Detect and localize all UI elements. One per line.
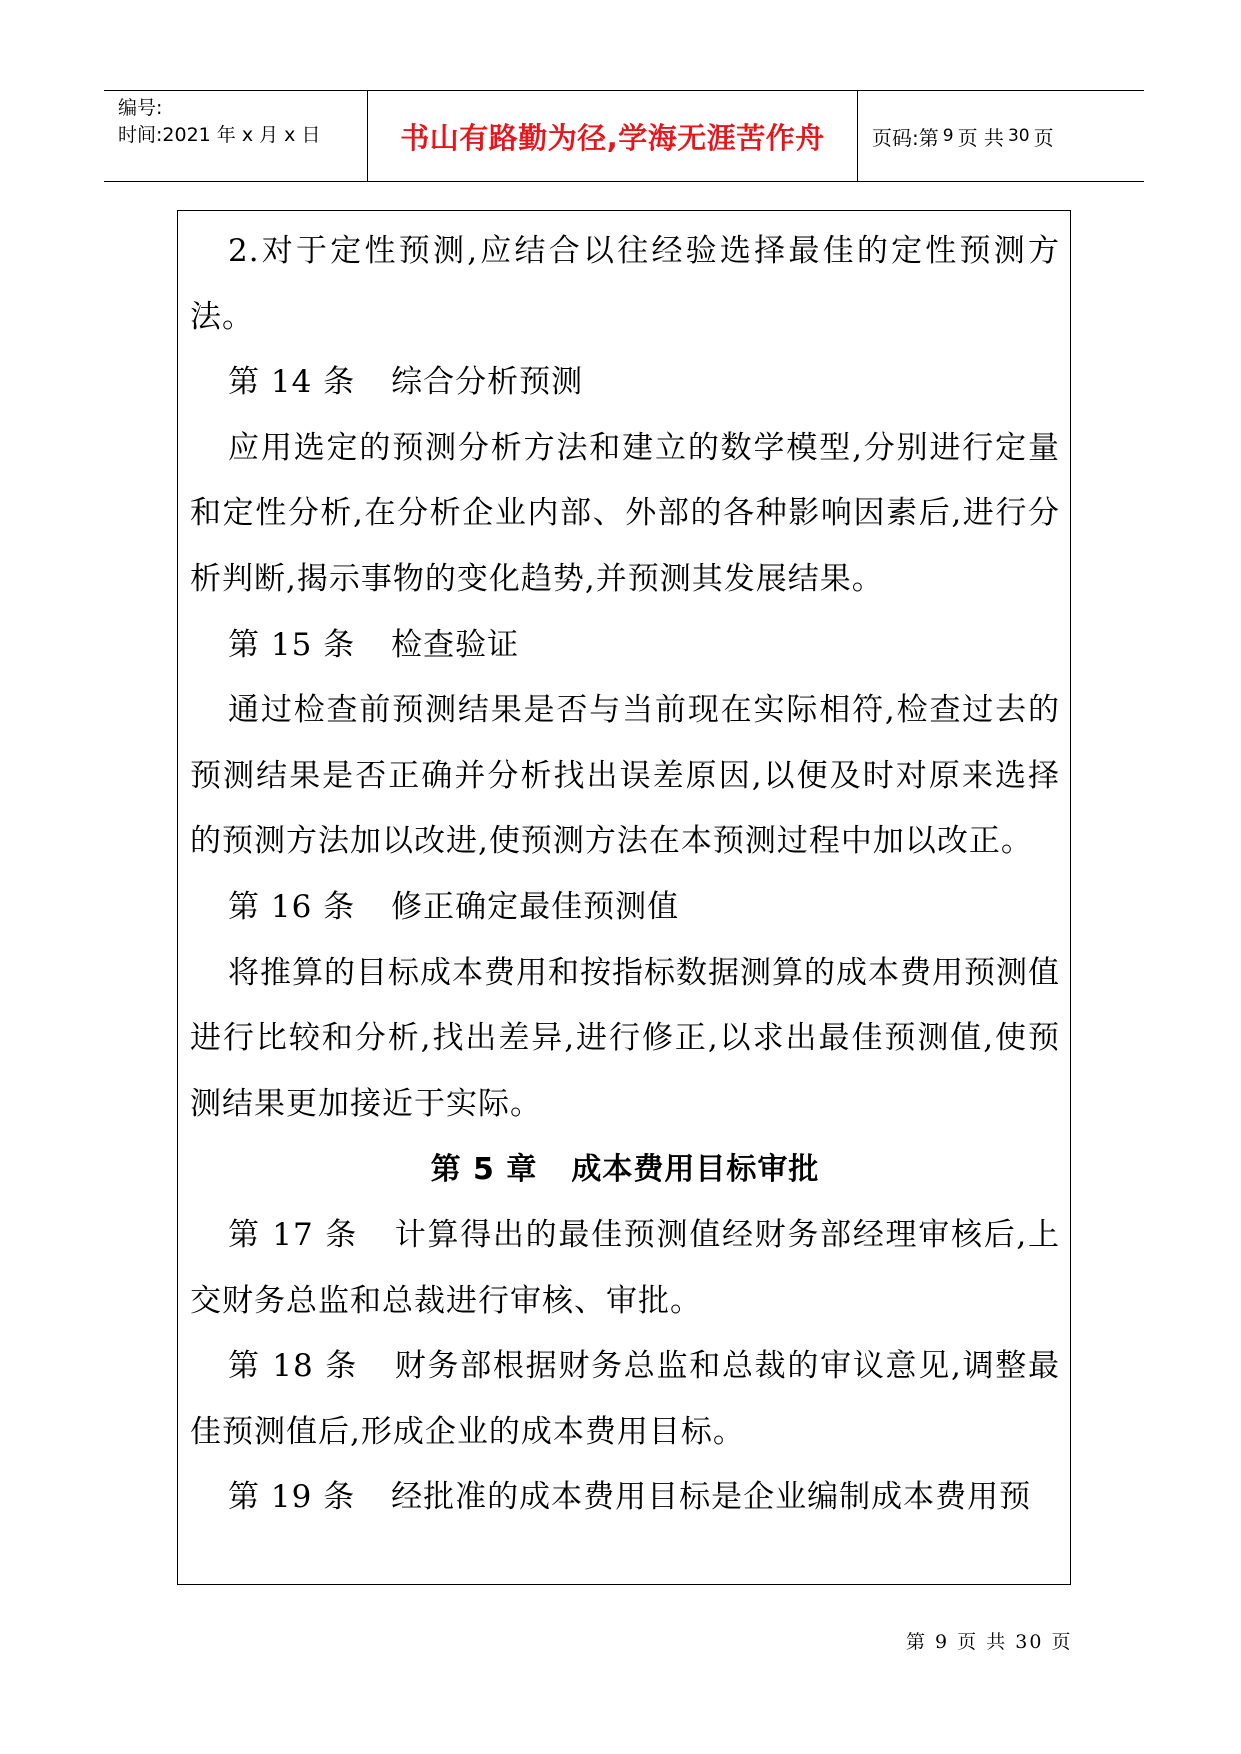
article-title: 检查验证 (391, 626, 520, 663)
paragraph: 将推算的目标成本费用和按指标数据测算的成本费用预测值进行比较和分析,找出差异,进行修正,以求出最佳预测值,使预测结果更加接近于实际。 (190, 954, 1060, 1122)
article-17 (190, 1203, 1060, 1334)
serial-label: 编号: (118, 97, 163, 119)
article-heading-14 (190, 350, 1060, 416)
article-heading-15 (190, 613, 1060, 679)
article-number: 第 19 条 (228, 1479, 356, 1516)
header-meta (104, 91, 368, 181)
page-suffix: 页 (1033, 125, 1054, 150)
article-18 (190, 1334, 1060, 1465)
article-title: 修正确定最佳预测值 (391, 888, 680, 925)
content-frame (177, 210, 1071, 1585)
article-text: 财务部根据财务总监和总裁的审议意见,调整最佳预测值后,形成企业的成本费用目标。 (190, 1348, 1061, 1450)
chapter-title: 成本费用目标审批 (571, 1152, 820, 1188)
article-number: 第 15 条 (228, 626, 356, 663)
page-footer: 第 9 页 共 30 页 (906, 1631, 1073, 1653)
chapter-number: 第 5 章 (430, 1152, 538, 1188)
page-total: 30 (1007, 126, 1030, 146)
article-text: 经批准的成本费用目标是企业编制成本费用预 (391, 1479, 1032, 1516)
paragraph: 应用选定的预测分析方法和建立的数学模型,分别进行定量和定性分析,在分析企业内部、外部的各种影响因素后,进行分析判断,揭示事物的变化趋势,并预测其发展结果。 (190, 429, 1060, 597)
article-number: 第 14 条 (228, 364, 356, 401)
paragraph: 通过检查前预测结果是否与当前现在实际相符,检查过去的预测结果是否正确并分析找出误差原因,以便及时对原来选择的预测方法加以改进,使预测方法在本预测过程中加以改正。 (190, 692, 1060, 860)
article-heading-16 (190, 875, 1060, 941)
article-19 (190, 1465, 1060, 1531)
page-current: 9 (942, 126, 954, 146)
time-label: 时间:2021 年 x 月 x 日 (118, 124, 321, 146)
article-number: 第 17 条 (228, 1216, 359, 1253)
header-motto: 书山有路勤为径,学海无涯苦作舟 (368, 91, 858, 181)
article-title: 综合分析预测 (391, 364, 584, 401)
header-page-number (858, 91, 1144, 181)
page-header (104, 90, 1144, 182)
page-mid: 页 共 (957, 125, 1004, 150)
chapter-heading (190, 1137, 1060, 1203)
page-prefix: 页码:第 (872, 125, 939, 150)
article-number: 第 18 条 (228, 1348, 359, 1385)
article-text: 计算得出的最佳预测值经财务部经理审核后,上交财务总监和总裁进行审核、审批。 (190, 1216, 1061, 1319)
article-number: 第 16 条 (228, 888, 356, 925)
paragraph: 2.对于定性预测,应结合以往经验选择最佳的定性预测方法。 (190, 233, 1060, 335)
